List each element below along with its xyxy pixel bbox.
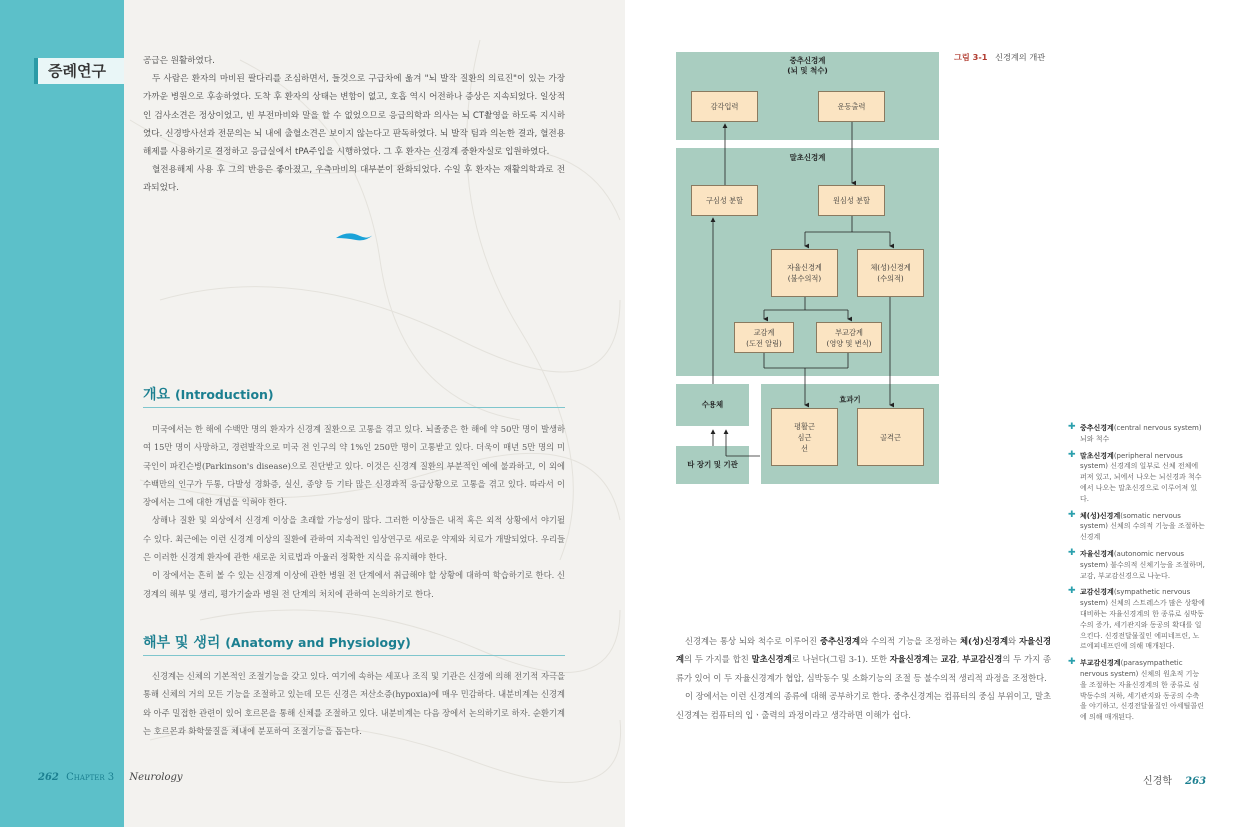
plus-icon: ✚ xyxy=(1068,509,1076,520)
intro-paragraph: 상해나 질환 및 외상에서 신경계 이상을 초래할 가능성이 많다. 그러한 이상들은 내적 혹은 외적 상황에서 야기될 수 있다. 최근에는 이런 신경계 이상의 질환에 관하여 지속적인 임상연구로 새로운 약제와 치료가 개발되었다. 우리들은 이러한 신경계 환자에 관한 새로운 치료법과 아울러 정확한 지식을 유지해야 한다. xyxy=(143,515,565,563)
skeletal-muscle-box: 골격근 xyxy=(857,408,924,466)
afferent-box: 구심성 분할 xyxy=(691,185,758,216)
right-body-text xyxy=(676,632,1051,724)
pns-label: 말초신경계 xyxy=(789,153,826,162)
left-color-strip xyxy=(0,0,124,827)
anatomy-paragraph: 신경계는 신체의 기본적인 조절기능을 갖고 있다. 여기에 속하는 세포나 조직 및 기관은 신경에 의해 전기적 자극을 통해 신체의 거의 모든 기능을 조절하고 있는데 모든 신경은 저산소증(hypoxia)에 매우 민감하다. 내분비계는 신경계와 아주 밀접한 관련이 있어 호르몬을 통해 신체를 조절하고 있다. 내분비계는 다음 장에서 논의하기로 하자. 순환기계는 호르몬과 화학물질을 체내에 분포하여 조절기능을 돕는다. xyxy=(143,671,565,736)
effector-label: 효과기 xyxy=(839,395,861,404)
page-number-right: 263 xyxy=(1185,776,1207,787)
case-paragraph: 공급은 원활하였다. xyxy=(143,56,215,66)
case-study-tag: 증례연구 xyxy=(34,58,124,84)
decorative-swoosh-icon xyxy=(334,228,376,244)
receptor-label: 수용체 xyxy=(701,400,724,409)
case-paragraph: 혈전용해제 사용 후 그의 반응은 좋아졌고, 우측마비의 대부분이 완화되었다. 수일 후 환자는 재활의학과로 전과되었다. xyxy=(143,165,565,194)
anatomy-text xyxy=(143,667,565,740)
case-paragraph: 두 사람은 환자의 마비된 팔다리를 조심하면서, 들것으로 구급차에 옮겨 "뇌 발작 질환의 의료진"이 있는 가장 가까운 병원으로 후송하였다. 도착 후 환자의 상태는 변함이 없고, 호흡 역시 어전하나 증상은 지속되었다. 일상적인 검사소견은 정상이었고, 빈 부전마비와 말을 할 수 없었으므로 응급의학과 의사는 뇌 CT촬영을 하도록 지시하였다. 신경방사선과 전문의는 뇌 내에 출혈소견은 보이지 않는다고 판독하였다. 뇌 발작 팀과 의논한 결과, 혈전용해제를 사용하기로 결정하고 응급실에서 tPA주입을 시행하였다. 그 후 환자는 신경계 중환자실로 입원하였다. xyxy=(143,74,565,158)
right-paragraph: 이 장에서는 이런 신경계의 종류에 대해 공부하기로 한다. 중추신경계는 컴퓨터의 중심 부위이고, 말초신경계는 컴퓨터의 입ㆍ출력의 과정이라고 생각하면 이해가 쉽다. xyxy=(676,691,1051,720)
anatomy-heading xyxy=(143,632,411,652)
glossary-item: ✚ 체(성)신경계(somatic nervous system) 신체의 수의적 기능을 조절하는 신경계 xyxy=(1068,509,1205,542)
sensory-input-box: 감각입력 xyxy=(691,91,758,122)
plus-icon: ✚ xyxy=(1068,657,1076,668)
intro-text xyxy=(143,420,565,603)
glossary-item: ✚ 자율신경계(autonomic nervous system) 불수의적 신체기능을 조절하며, 교감, 부교감신경으로 나눈다. xyxy=(1068,547,1205,580)
intro-paragraph: 이 장에서는 흔히 볼 수 있는 신경계 이상에 관한 병원 전 단계에서 취급해야 할 상황에 대하여 학습하기로 한다. 신경계의 해부 및 생리, 평가기술과 병원 전 단계의 처치에 관하여 논의하기로 한다. xyxy=(143,570,565,599)
page-number-left: 262 xyxy=(38,772,59,783)
plus-icon: ✚ xyxy=(1068,586,1076,597)
case-study-text xyxy=(143,52,565,198)
figure-caption xyxy=(954,52,1045,63)
intro-heading-en: (Introduction) xyxy=(174,387,274,402)
plus-icon: ✚ xyxy=(1068,547,1076,558)
other-organs-label: 타 장기 및 기관 xyxy=(687,460,738,469)
plus-icon: ✚ xyxy=(1068,449,1076,460)
glossary-item: ✚ 부교감신경계(parasympathetic nervous system) 신체의 원초적 기능을 조절하는 자율신경계의 한 종류로 심박동수의 저하, 세기관지와 동공의 수축을 야기하고, 신경전달물질인 아세틸콜린에 의해 매개된다. xyxy=(1068,657,1204,722)
smooth-muscle-box: 평활근 심근 선 xyxy=(771,408,838,466)
diagram-arrows xyxy=(676,52,939,484)
motor-output-box: 운동출력 xyxy=(818,91,885,122)
autonomic-box: 자율신경계 (불수의적) xyxy=(771,249,838,297)
figure-caption-label: 그림 3-1 xyxy=(954,52,988,62)
cns-label: 중추신경계 (뇌 및 척수) xyxy=(787,56,828,75)
intro-paragraph: 미국에서는 한 해에 수백만 명의 환자가 신경계 질환으로 고통을 겪고 있다. 뇌졸중은 한 해에 약 50만 명이 발생하여 15만 명이 사망하고, 경련발작으로 미국 전 인구의 약 1%인 250만 명이 고통받고 있다. 더욱이 매년 5만 명의 미국인이 파킨슨병(Parkinson's disease)으로 진단받고 있다. 이것은 신경계 질환의 부분적인 예에 불과하고, 이 외에 수백만의 인구가 두통, 다발성 경화증, 실신, 종양 등 기타 많은 신경과적 응급상황으로 고통을 겪고 있다. 따라서 이 장에서는 그에 대한 개념을 익혀야 한다. xyxy=(143,424,565,508)
intro-heading xyxy=(143,384,274,404)
chapter-title: Neurology xyxy=(129,772,183,783)
chapter-label: Chapter 3 xyxy=(66,772,115,783)
efferent-box: 원심성 분할 xyxy=(818,185,885,216)
glossary-item: ✚ 중추신경계(central nervous system) 뇌와 척수 xyxy=(1068,422,1202,443)
footer-left xyxy=(38,772,183,783)
right-paragraph: 신경계는 통상 뇌와 척수로 이루어진 중추신경계와 수의적 기능을 조정하는 체(성)신경계와 자율신경계의 두 가지를 합친 말초신경계로 나뉜다(그림 3-1). 또한 자율신경계는 교감, 부교감신경의 두 가지 종류가 있어 이 두 자율신경계가 협압, 심박동수 및 소화기능의 조절 등 불수의적 생리적 과정을 조정한다. xyxy=(676,636,1052,683)
anatomy-divider xyxy=(143,655,565,656)
anatomy-heading-ko: 해부 및 생리 xyxy=(143,635,221,651)
footer-right xyxy=(1143,772,1206,787)
intro-divider xyxy=(143,407,565,408)
sympathetic-box: 교감계 (도전 알림) xyxy=(734,322,794,353)
book-title: 신경학 xyxy=(1143,776,1172,787)
glossary-sidebar xyxy=(1068,423,1205,729)
plus-icon: ✚ xyxy=(1068,422,1076,432)
somatic-box: 체(성)신경계 (수의적) xyxy=(857,249,924,297)
anatomy-heading-en: (Anatomy and Physiology) xyxy=(225,635,411,650)
intro-heading-ko: 개요 xyxy=(143,387,171,403)
figure-caption-text: 신경계의 개관 xyxy=(995,52,1046,62)
glossary-item: ✚ 말초신경계(peripheral nervous system) 신경계의 일부로 신체 전체에 퍼져 있고, 뇌에서 나오는 뇌신경과 척수에서 나오는 말초신경으로 이루어져 있다. xyxy=(1068,449,1202,503)
glossary-item: ✚ 교감신경계(sympathetic nervous system) 신체의 스트레스가 많은 상황에 대비하는 자율신경계의 한 종류로 심박동수의 증가, 세기관지와 동공의 확대를 일으킨다. 신경전달물질인 에피네프린, 노르에피네프린에 의해 매개된다. xyxy=(1068,586,1205,651)
parasympathetic-box: 부교감계 (영양 및 변식) xyxy=(816,322,882,353)
